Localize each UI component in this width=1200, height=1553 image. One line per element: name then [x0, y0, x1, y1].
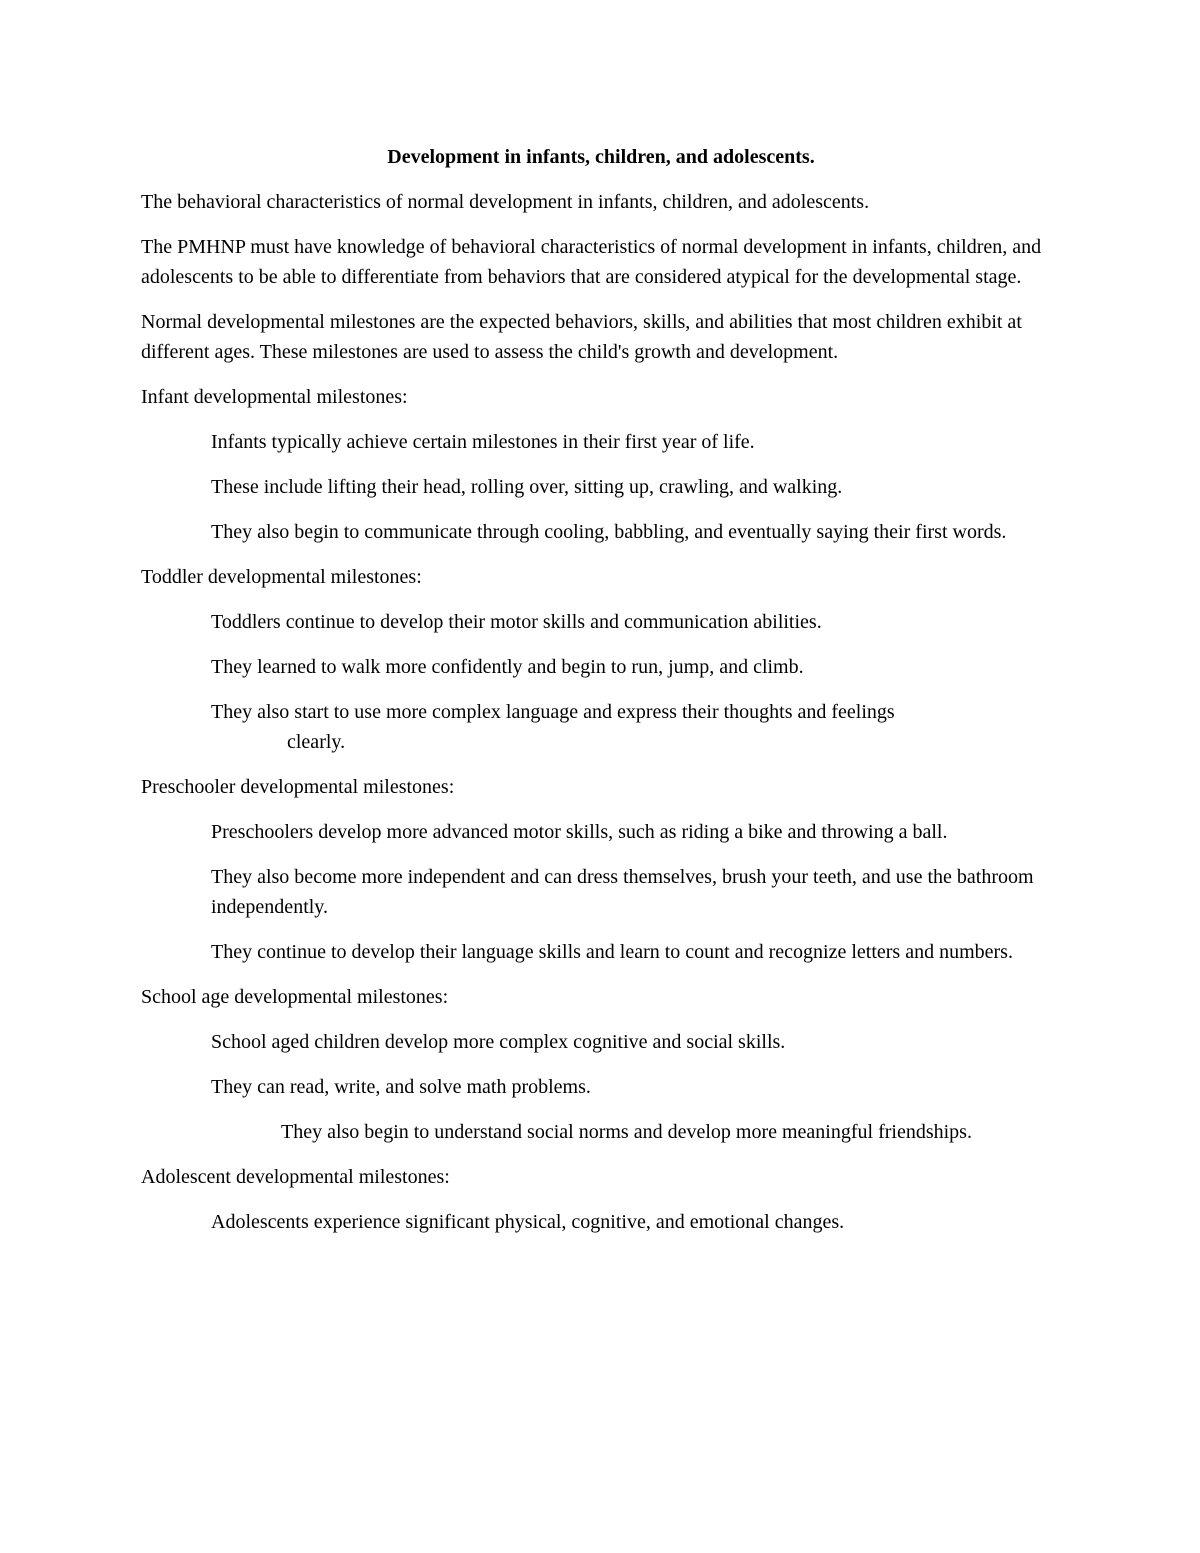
section-heading-infant: Infant developmental milestones: — [141, 386, 408, 408]
school-age-item-3: They also begin to understand social norms and develop more meaningful friendships. — [281, 1121, 972, 1143]
school-age-item-1: School aged children develop more complex cognitive and social skills. — [211, 1031, 786, 1053]
document-body — [141, 142, 1061, 1252]
document-title: Development in infants, children, and adolescents. — [387, 146, 815, 168]
adolescent-item-1: Adolescents experience significant physical, cognitive, and emotional changes. — [211, 1211, 845, 1233]
toddler-item-3-line-1: They also start to use more complex language and express their thoughts and feelings — [211, 701, 895, 723]
section-heading-adolescent: Adolescent developmental milestones: — [141, 1166, 450, 1188]
infant-item-2: These include lifting their head, rolling over, sitting up, crawling, and walking. — [211, 476, 843, 498]
school-age-item-2: They can read, write, and solve math problems. — [211, 1076, 591, 1098]
intro-paragraph-1: The behavioral characteristics of normal development in infants, children, and adolescents. — [141, 191, 870, 213]
intro-paragraph-2: The PMHNP must have knowledge of behavioral characteristics of normal development in infants, children, and adolescents to be able to differentiate from behaviors that are considered atypical for the developmental stage. — [141, 236, 1042, 288]
preschooler-item-2: They also become more independent and can dress themselves, brush your teeth, and use the bathroom independently. — [211, 866, 1034, 918]
infant-item-3: They also begin to communicate through cooling, babbling, and eventually saying their first words. — [211, 521, 1007, 543]
intro-paragraph-3: Normal developmental milestones are the expected behaviors, skills, and abilities that most children exhibit at different ages. These milestones are used to assess the child's growth and development. — [141, 311, 1022, 363]
section-heading-preschooler: Preschooler developmental milestones: — [141, 776, 455, 798]
section-heading-school-age: School age developmental milestones: — [141, 986, 449, 1008]
toddler-item-2: They learned to walk more confidently and begin to run, jump, and climb. — [211, 656, 804, 678]
preschooler-item-3: They continue to develop their language skills and learn to count and recognize letters and numbers. — [211, 941, 1013, 963]
section-heading-toddler: Toddler developmental milestones: — [141, 566, 422, 588]
infant-item-1: Infants typically achieve certain milestones in their first year of life. — [211, 431, 755, 453]
toddler-item-3-line-2: clearly. — [287, 731, 346, 753]
toddler-item-3 — [211, 697, 1061, 757]
preschooler-item-1: Preschoolers develop more advanced motor skills, such as riding a bike and throwing a ball. — [211, 821, 948, 843]
toddler-item-1: Toddlers continue to develop their motor skills and communication abilities. — [211, 611, 822, 633]
